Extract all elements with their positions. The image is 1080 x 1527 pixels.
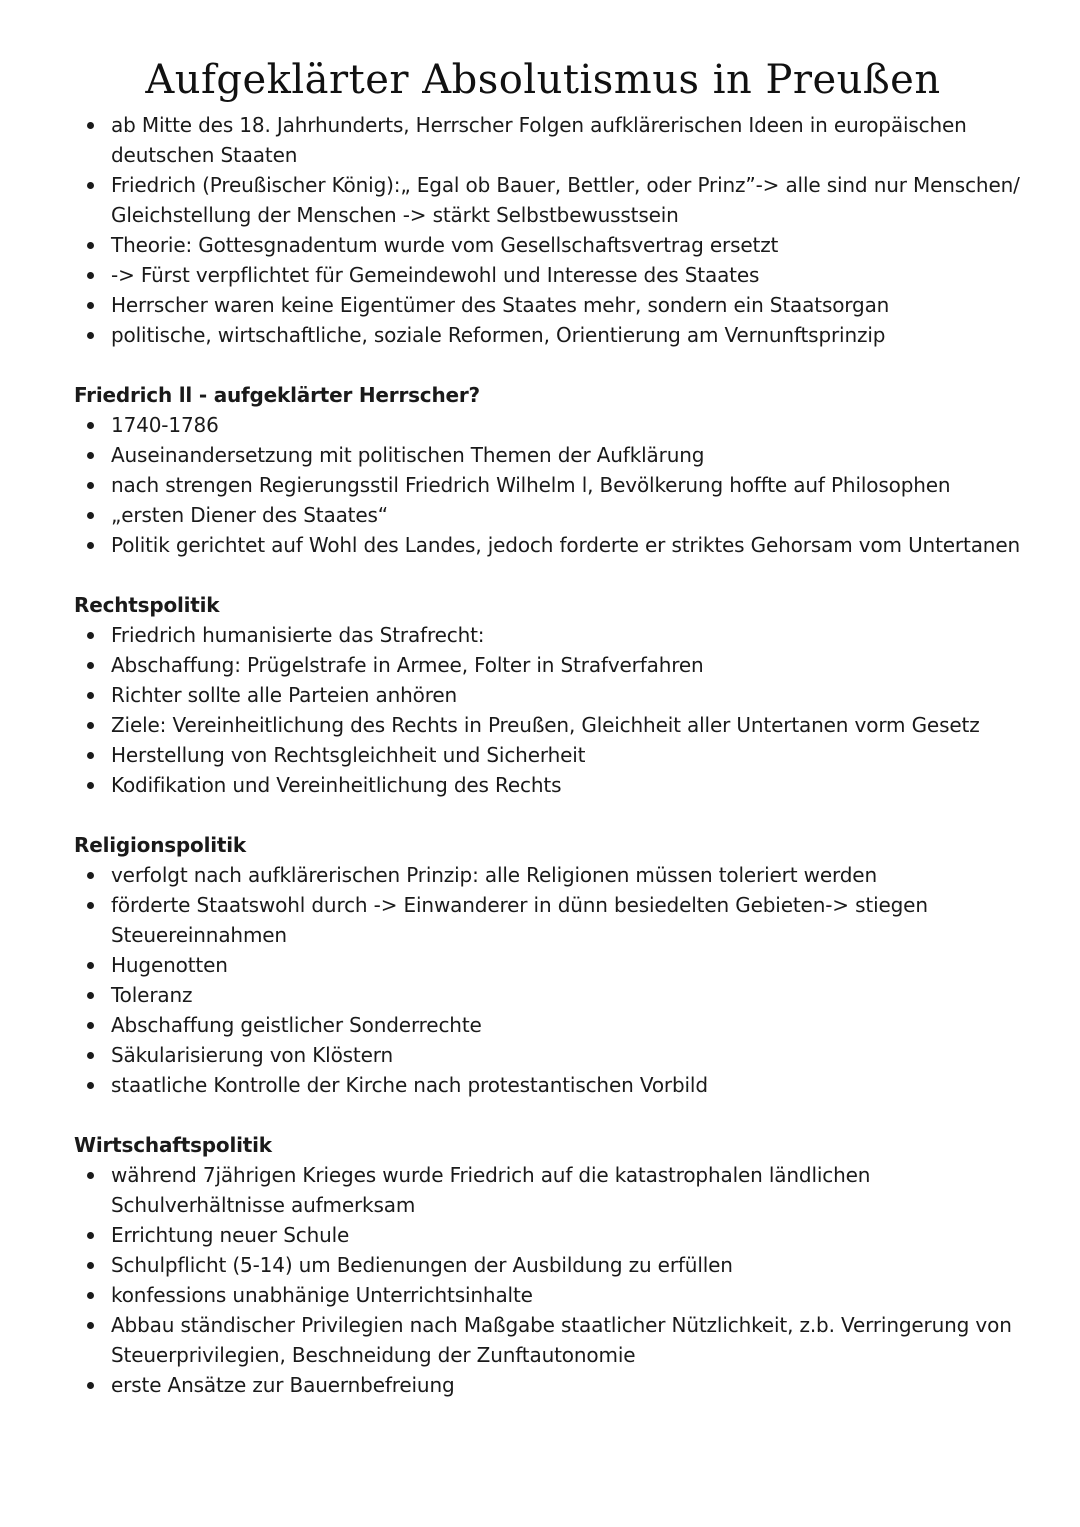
list-item: Abbau ständischer Privilegien nach Maßgabe staatlicher Nützlichkeit, z.b. Verringerung von Steuerprivilegien, Beschneidung der Zunftautonomie xyxy=(74,1310,1020,1370)
list-item: Richter sollte alle Parteien anhören xyxy=(74,680,1020,710)
list-item: verfolgt nach aufklärerischen Prinzip: alle Religionen müssen toleriert werden xyxy=(74,860,1020,890)
bullet-list xyxy=(74,860,1020,1100)
section-rechtspolitik xyxy=(74,590,1020,800)
list-item: Abschaffung: Prügelstrafe in Armee, Folter in Strafverfahren xyxy=(74,650,1020,680)
list-item: konfessions unabhänige Unterrichtsinhalte xyxy=(74,1280,1020,1310)
section-heading: Rechtspolitik xyxy=(74,593,220,617)
list-item: Politik gerichtet auf Wohl des Landes, jedoch forderte er striktes Gehorsam vom Untertanen xyxy=(74,530,1020,560)
page-title: Aufgeklärter Absolutismus in Preußen xyxy=(145,57,941,103)
list-item: nach strengen Regierungsstil Friedrich Wilhelm l, Bevölkerung hoffte auf Philosophen xyxy=(74,470,1020,500)
list-item: Säkularisierung von Klöstern xyxy=(74,1040,1020,1070)
list-item: förderte Staatswohl durch -> Einwanderer in dünn besiedelten Gebieten-> stiegen Steuereinnahmen xyxy=(74,890,1020,950)
list-item: Theorie: Gottesgnadentum wurde vom Gesellschaftsvertrag ersetzt xyxy=(74,230,1020,260)
list-item: Kodifikation und Vereinheitlichung des Rechts xyxy=(74,770,1020,800)
list-item: -> Fürst verpflichtet für Gemeindewohl und Interesse des Staates xyxy=(74,260,1020,290)
list-item: Abschaffung geistlicher Sonderrechte xyxy=(74,1010,1020,1040)
bullet-list xyxy=(74,110,1020,350)
list-item: während 7jährigen Krieges wurde Friedrich auf die katastrophalen ländlichen Schulverhältnisse aufmerksam xyxy=(74,1160,1020,1220)
list-item: Schulpflicht (5-14) um Bedienungen der Ausbildung zu erfüllen xyxy=(74,1250,1020,1280)
section-religionspolitik xyxy=(74,830,1020,1100)
bullet-list xyxy=(74,1160,1020,1400)
list-item: Hugenotten xyxy=(74,950,1020,980)
section-wirtschaftspolitik xyxy=(74,1130,1020,1400)
bullet-list xyxy=(74,620,1020,800)
list-item: politische, wirtschaftliche, soziale Reformen, Orientierung am Vernunftsprinzip xyxy=(74,320,1020,350)
list-item: Herstellung von Rechtsgleichheit und Sicherheit xyxy=(74,740,1020,770)
list-item: erste Ansätze zur Bauernbefreiung xyxy=(74,1370,1020,1400)
bullet-list xyxy=(74,410,1020,560)
list-item: Errichtung neuer Schule xyxy=(74,1220,1020,1250)
section-friedrich xyxy=(74,380,1020,560)
list-item: Toleranz xyxy=(74,980,1020,1010)
list-item: 1740-1786 xyxy=(74,410,1020,440)
list-item: Herrscher waren keine Eigentümer des Staates mehr, sondern ein Staatsorgan xyxy=(74,290,1020,320)
list-item: Auseinandersetzung mit politischen Themen der Aufklärung xyxy=(74,440,1020,470)
section-heading: Religionspolitik xyxy=(74,833,247,857)
list-item: Friedrich humanisierte das Strafrecht: xyxy=(74,620,1020,650)
section-heading: Friedrich ll - aufgeklärter Herrscher? xyxy=(74,383,480,407)
section-heading: Wirtschaftspolitik xyxy=(74,1133,272,1157)
list-item: „ersten Diener des Staates“ xyxy=(74,500,1020,530)
list-item: Ziele: Vereinheitlichung des Rechts in Preußen, Gleichheit aller Untertanen vorm Gesetz xyxy=(74,710,1020,740)
list-item: Friedrich (Preußischer König):„ Egal ob Bauer, Bettler, oder Prinz”-> alle sind nur Menschen/ Gleichstellung der Menschen -> stärkt Selbstbewusstsein xyxy=(74,170,1020,230)
list-item: staatliche Kontrolle der Kirche nach protestantischen Vorbild xyxy=(74,1070,1020,1100)
list-item: ab Mitte des 18. Jahrhunderts, Herrscher Folgen aufklärerischen Ideen in europäischen deutschen Staaten xyxy=(74,110,1020,170)
section-intro xyxy=(74,110,1020,350)
